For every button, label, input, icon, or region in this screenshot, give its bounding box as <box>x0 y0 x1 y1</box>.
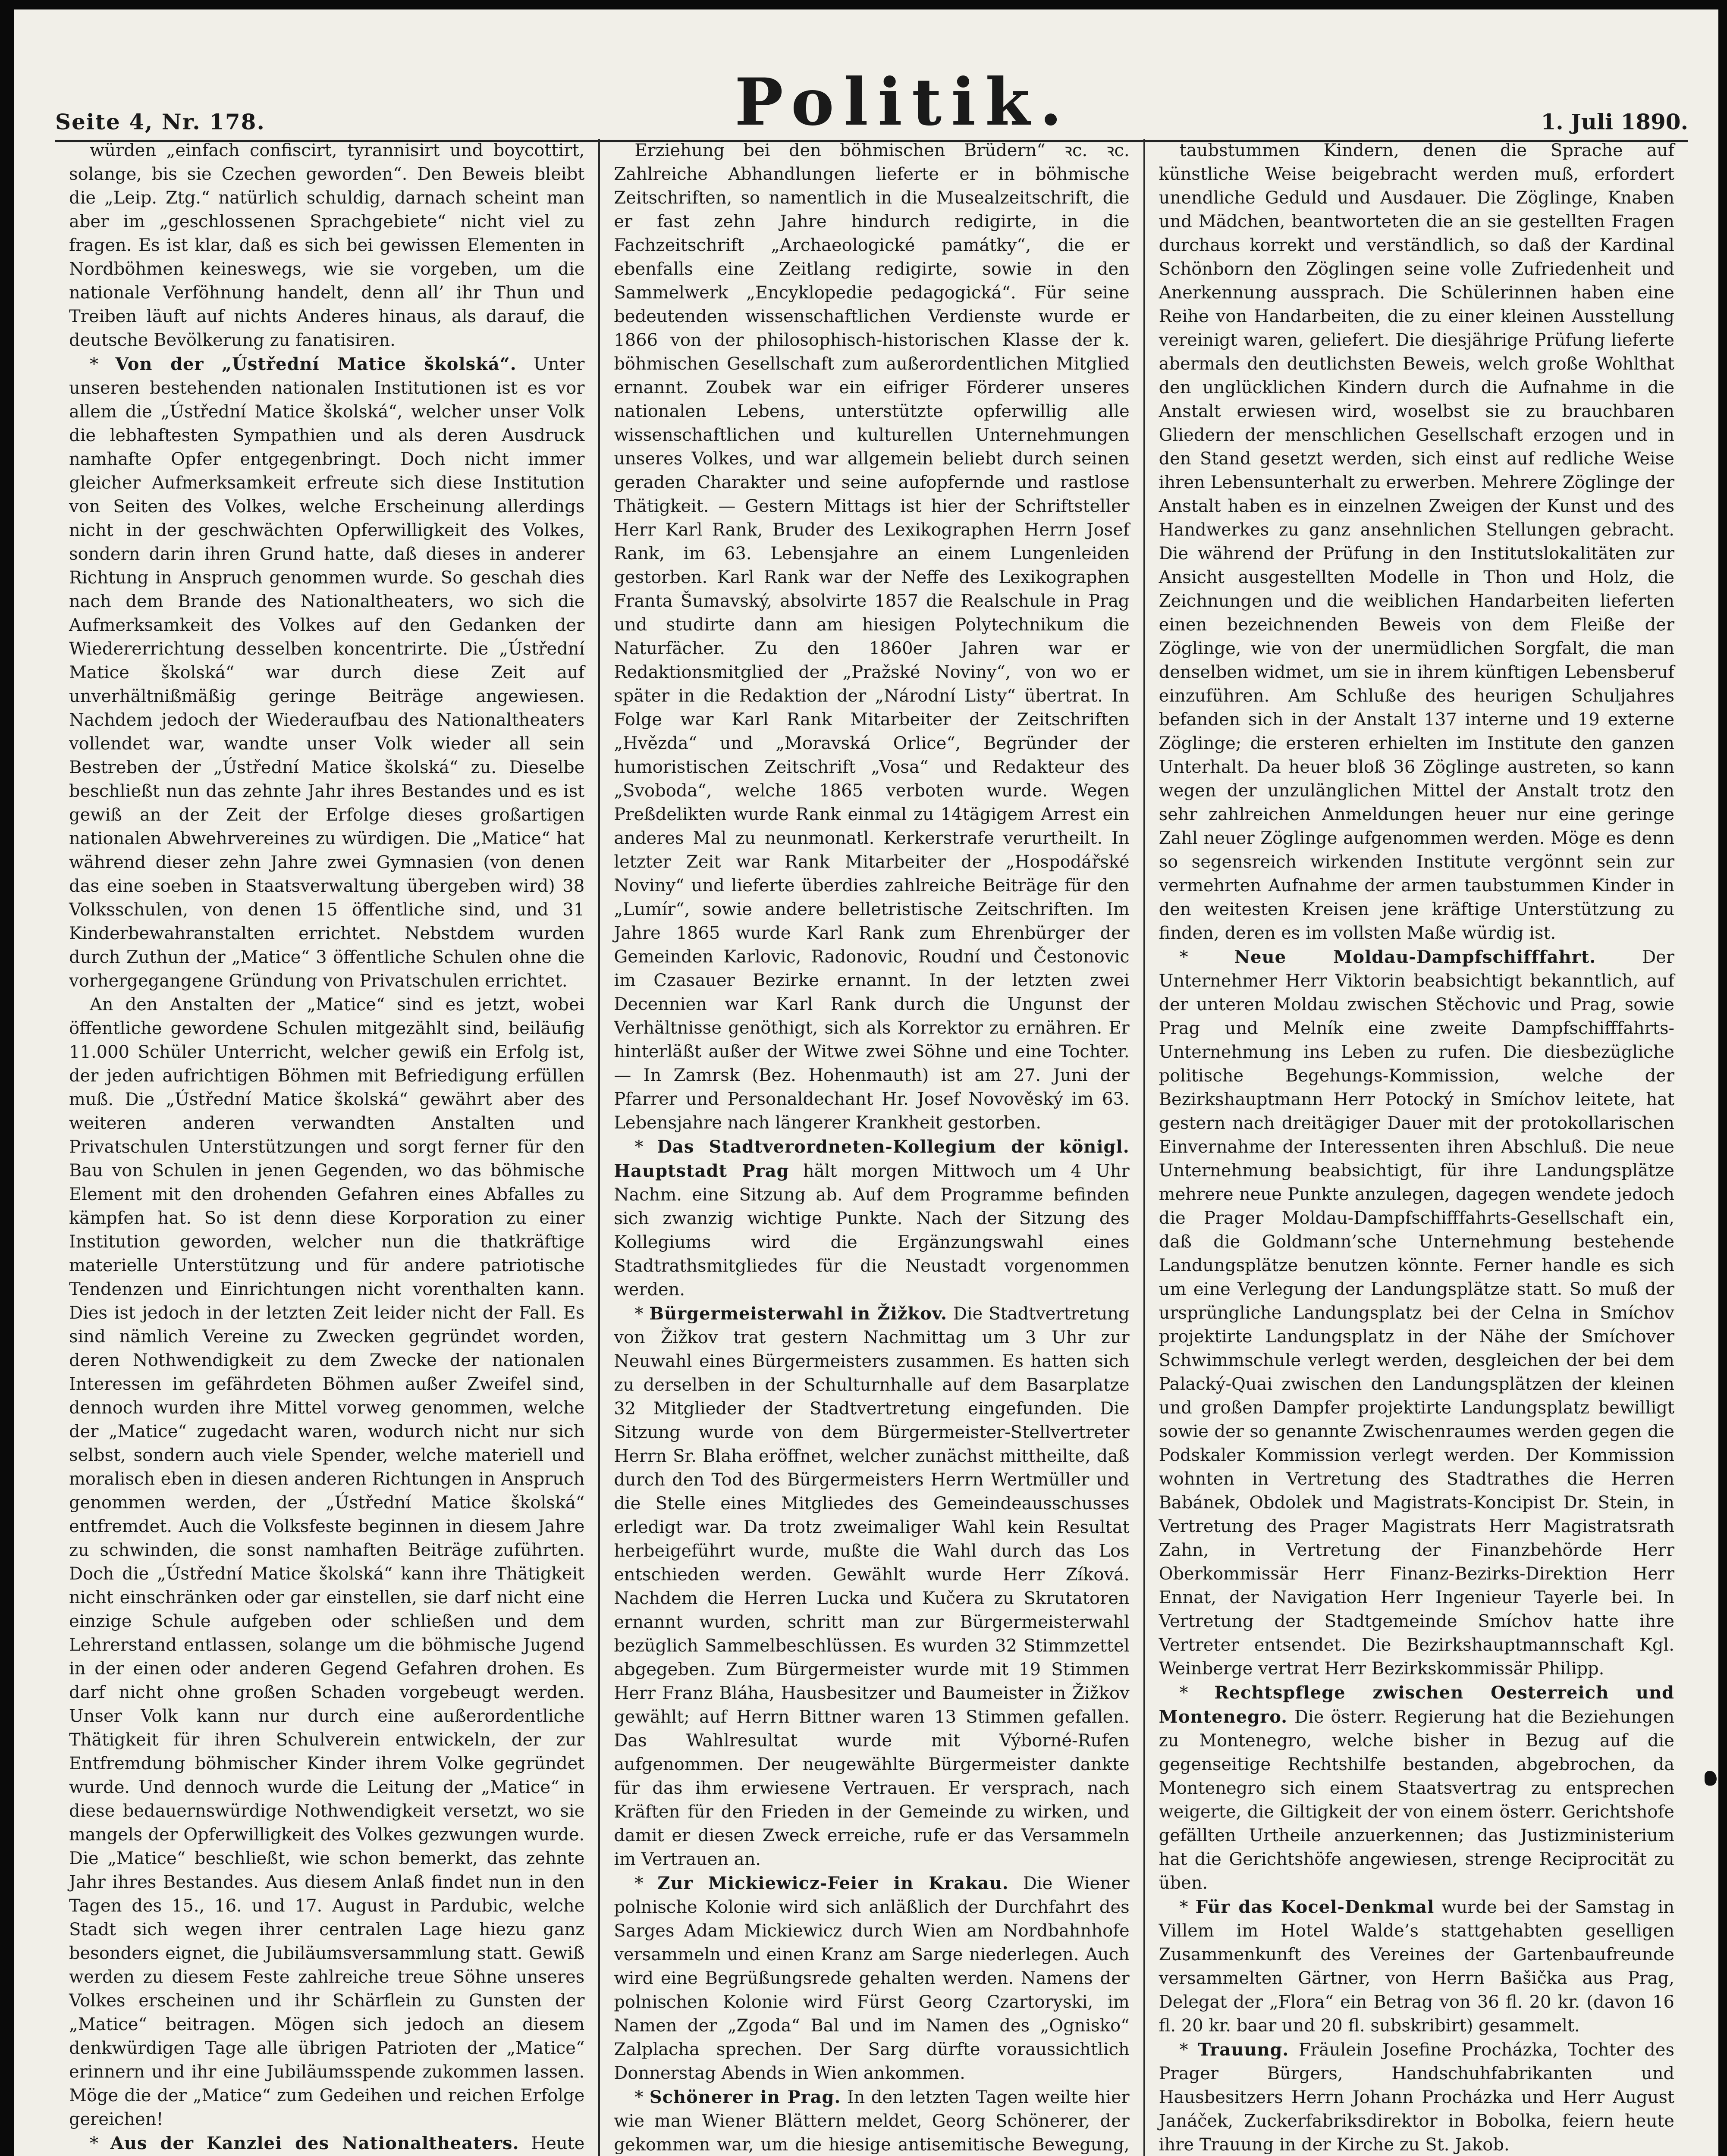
article-headline: Bürgermeisterwahl in Žižkov. <box>649 1304 947 1324</box>
bullet-marker: * <box>90 2134 110 2153</box>
article-paragraph <box>614 139 1129 1135</box>
article-paragraph <box>614 2085 1129 2156</box>
article-text: taubstummen Kindern, denen die Sprache auf künstliche Weise beigebracht werden muß, erfordert unendliche Geduld und Ausdauer. Die Zöglinge, Knaben und Mädchen, beantworteten die an sie gestellten Fragen durchaus korrekt und verständlich, so daß der Kardinal Schönborn den Zöglingen seine volle Zufriedenheit und Anerkennung aussprach. Die Schülerinnen haben eine Reihe von Handarbeiten, die zu einer kleinen Ausstellung vereinigt waren, geliefert. Die diesjährige Prüfung lieferte abermals den deutlichsten Beweis, welch große Wohlthat den unglücklichen Kindern durch die Aufnahme in die Anstalt erwiesen wird, woselbst sie zu brauchbaren Gliedern der menschlichen Gesellschaft erzogen und in den Stand gesetzt werden, sich einst auf redliche Weise ihren Lebensunterhalt zu erwerben. Mehrere Zöglinge der Anstalt haben es in einzelnen Zweigen der Kunst und des Handwerkes zu ganz ansehnlichen Stellungen gebracht. Die während der Prüfung in den Institutslokalitäten zur Ansicht ausgestellten Modelle in Thon und Holz, die Zeichnungen und die weiblichen Handarbeiten lieferten einen bezeichnenden Beweis von dem Fleiße der Zöglinge, wie von der unermüdlichen Sorgfalt, die man denselben widmet, um sie in ihrem künftigen Lebensberuf einzuführen. Am Schluße des heurigen Schuljahres befanden sich in der Anstalt 137 interne und 19 externe Zöglinge; die ersteren erhielten im Institute den ganzen Unterhalt. Da heuer bloß 36 Zöglinge austreten, so kann wegen der unzulänglichen Mittel der Anstalt trotz den sehr zahlreichen Anmeldungen heuer nur eine geringe Zahl neuer Zöglinge aufgenommen werden. Möge es denn so segensreich wirkenden Institute vergönnt sein zur vermehrten Aufnahme der armen taubstummen Kinder in den weitesten Kreisen jene kräftige Unterstützung zu finden, deren es im vollsten Maße würdig ist. <box>1159 141 1674 943</box>
page-edge-mark <box>1705 1771 1717 1786</box>
article-headline: Das Stadtverordneten-Kollegium der königl. Hauptstadt Prag <box>614 1137 1130 1181</box>
article-headline: Für das Kocel-Denkmal <box>1195 1897 1435 1917</box>
page-header <box>55 27 1688 142</box>
text-columns <box>55 139 1688 2156</box>
article-text: würden „einfach confiscirt, tyrannisirt und boycottirt, solange, bis sie Czechen geworden“. Den Beweis bleibt die „Leip. Ztg.“ natürlich schuldig, darnach scheint man aber im „geschlossenen Sprachgebiete“ nicht viel zu fragen. Es ist klar, daß es sich bei gewissen Elementen in Nordböhmen keineswegs, wie sie vorgeben, um die nationale Verföhnung handelt, denn all’ ihr Thun und Treiben läuft auf nichts Anderes hinaus, als darauf, die deutsche Bevölkerung zu fanatisiren. <box>69 141 585 350</box>
article-headline: Trauung. <box>1198 2040 1289 2060</box>
article-text: Fräulein Josefine Procházka, Tochter des Prager Bürgers, Handschuhfabrikanten und Hausbesitzers Herrn Johann Procházka und Herr August Janáček, Zuckerfabriksdirektor in Bobolka, feiern heute ihre Trauung in der Kirche zu St. Jakob. <box>1159 2040 1674 2155</box>
article-paragraph <box>69 352 584 993</box>
article-text: wurde bei der Samstag in Villem im Hotel Walde’s stattgehabten geselligen Zusammenkunft des Vereines der Gartenbaufreunde versammelten Gärtner, von Herrn Bašička aus Prag, Delegat der „Flora“ ein Betrag von 36 fl. 20 kr. (davon 16 fl. 20 kr. baar und 20 fl. subskribirt) gesammelt. <box>1159 1897 1674 2036</box>
article-headline: Schönerer in Prag. <box>649 2087 841 2107</box>
article-paragraph <box>1159 1681 1674 1895</box>
article-headline: Neue Moldau-Dampfschifffahrt. <box>1234 947 1596 967</box>
bullet-marker: * <box>634 1137 657 1157</box>
bullet-marker: * <box>90 354 116 374</box>
column-2 <box>598 139 1143 2156</box>
article-text: In den letzten Tagen weilte hier wie man Wiener Blättern meldet, Georg Schönerer, der gekommen war, um die hiesige antisemitische Bewegung, <box>614 2087 1130 2155</box>
article-text: hält morgen Mittwoch um 4 Uhr Nachm. eine Sitzung ab. Auf dem Programme befinden sich zwanzig wichtige Punkte. Nach der Sitzung des Kollegiums wird die Ergänzungswahl eines Stadtrathsmitgliedes für die Neustadt vorgenommen werden. <box>614 1161 1130 1300</box>
article-headline: Aus der Kanzlei des Nationaltheaters. <box>110 2133 519 2153</box>
article-text: Heute <box>531 2134 585 2153</box>
article-paragraph <box>69 993 584 2131</box>
article-paragraph <box>69 2131 584 2156</box>
bullet-marker: * <box>1179 1683 1215 1703</box>
article-paragraph <box>1159 2038 1674 2156</box>
issue-date: 1. Juli 1890. <box>1541 109 1688 135</box>
page-number: Seite 4, Nr. 178. <box>55 109 265 135</box>
newspaper-page <box>14 9 1718 2156</box>
article-paragraph <box>614 1871 1129 2085</box>
article-text: Die österr. Regierung hat die Beziehungen zu Montenegro, welche bisher in Bezug auf die gegenseitige Rechtshilfe bestanden, abgebrochen, da Montenegro sich einem Staatsvertrag zu entsprechen weigerte, die Giltigkeit der von einem österr. Gerichtshofe gefällten Urtheile anzuerkennen; das Justizministerium hat die Gerichtshöfe angewiesen, strenge Reciprocität zu üben. <box>1159 1707 1674 1893</box>
bullet-marker: * <box>634 2087 650 2107</box>
article-text: An den Anstalten der „Matice“ sind es jetzt, wobei öffentliche gewordene Schulen mitgezählt sind, beiläufig 11.000 Schüler Unterricht, welcher gewiß ein Erfolg ist, der jeden aufrichtigen Böhmen mit Befriedigung erfüllen muß. Die „Ústřední Matice školská“ gewährt aber des weiteren anderen verwandten Anstalten und Privatschulen Unterstützungen und sorgt ferner für den Bau von Schulen in jenen Gegenden, wo das böhmische Element mit den drohenden Gefahren eines Abfalles zu kämpfen hat. So ist denn diese Korporation zu einer Institution geworden, welcher nun die thatkräftige materielle Unterstützung und für andere patriotische Tendenzen und Einrichtungen nicht vorenthalten kann. Dies ist jedoch in der letzten Zeit leider nicht der Fall. Es sind nämlich Vereine zu Zwecken gegründet worden, deren Nothwendigkeit zu dem Zwecke der nationalen Interessen im gefährdeten Böhmen außer Zweifel sind, dennoch wurden ihre Mittel vorweg genommen, welche der „Matice“ zugedacht waren, wodurch nicht nur sich selbst, sondern auch viele Spender, welche materiell und moralisch eben in diesen anderen Richtungen in Anspruch genommen werden, der „Ústřední Matice školská“ entfremdet. Auch die Volksfeste beginnen in diesem Jahre zu schwinden, die sonst namhaften Beiträge zuführten. Doch die „Ústřední Matice školská“ kann ihre Thätigkeit nicht einschränken oder gar einstellen, sie darf nicht eine einzige Schule aufgeben oder schließen und dem Lehrerstand entlassen, solange um die böhmische Jugend in der einen oder anderen Gegend Gefahren drohen. Es darf nicht ohne großen Schaden vorgebeugt werden. Unser Volk kann nur durch eine außerordentliche Thätigkeit für ihren Schulverein entwickeln, der zur Entfremdung böhmischer Kinder ihrem Volke gegründet wurde. Und dennoch wurde die Leitung der „Matice“ in diese bedauernswürdige Nothwendigkeit versetzt, wo sie mangels der Opferwilligkeit des Volkes gezwungen wurde. Die „Matice“ beschließt, wie schon bemerkt, das zehnte Jahr ihres Bestandes. Aus diesem Anlaß findet nun in den Tagen des 15., 16. und 17. August in Pardubic, welche Stadt sich wegen ihrer centralen Lage hiezu ganz besonders eignet, die Jubiläumsversammlung statt. Gewiß werden zu diesem Feste zahlreiche treue Söhne unseres Volkes erscheinen und ihr Schärflein zu Gunsten der „Matice“ beitragen. Mögen sich jedoch an diesem denkwürdigen Tage alle übrigen Patrioten der „Matice“ erinnern und ihr eine Jubiläumsspende zukommen lassen. Möge die der „Matice“ zum Gedeihen und reichen Erfolge gereichen! <box>69 995 585 2129</box>
article-paragraph <box>614 1302 1129 1871</box>
article-headline: Zur Mickiewicz-Feier in Krakau. <box>657 1873 1009 1893</box>
bullet-marker: * <box>634 1874 658 1893</box>
article-paragraph <box>69 139 584 352</box>
section-title: Politik. <box>735 64 1072 140</box>
bullet-marker: * <box>1179 2040 1198 2060</box>
bullet-marker: * <box>634 1304 650 1324</box>
article-text: Die Stadtvertretung von Žižkov trat gestern Nachmittag um 3 Uhr zur Neuwahl eines Bürgermeisters zusammen. Es hatten sich zu derselben in der Schulturnhalle auf dem Basarplatze 32 Mitglieder der Stadtvertretung eingefunden. Die Sitzung wurde von dem Bürgermeister-Stellvertreter Herrn Sr. Blaha eröffnet, welcher zunächst mittheilte, daß durch den Tod des Bürgermeisters Herrn Wertmüller und die Stelle eines Mitgliedes des Gemeindeausschusses erledigt war. Da trotz zweimaliger Wahl kein Resultat herbeigeführt wurde, mußte die Wahl durch das Los entschieden werden. Gewählt wurde Herr Zíková. Nachdem die Herren Lucka und Kučera zu Skrutatoren ernannt wurden, schritt man zur Bürgermeisterwahl bezüglich Sammelbeschlüssen. Es wurden 32 Stimmzettel abgegeben. Zum Bürgermeister wurde mit 19 Stimmen Herr Franz Bláha, Hausbesitzer und Baumeister in Žižkov gewählt; auf Herrn Bittner waren 13 Stimmen gefallen. Das Wahlresultat wurde mit Výborné-Rufen aufgenommen. Der neugewählte Bürgermeister dankte für das ihm erwiesene Vertrauen. Er versprach, nach Kräften für den Frieden in der Gemeinde zu wirken, und damit er diesen Zweck erreiche, rufe er das Versammeln im Vertrauen an. <box>614 1304 1130 1869</box>
article-headline: Rechtspflege zwischen Oesterreich und Montenegro. <box>1159 1683 1674 1727</box>
bullet-marker: * <box>1179 947 1234 967</box>
bullet-marker: * <box>1179 1897 1196 1917</box>
article-paragraph <box>1159 1895 1674 2038</box>
article-text: Unter unseren bestehenden nationalen Institutionen ist es vor allem die „Ústřední Matice školská“, welcher unser Volk die lebhaftesten Sympathien und als deren Ausdruck namhafte Opfer entgegenbringt. Doch nicht immer gleicher Aufmerksamkeit erfreute sich diese Institution von Seiten des Volkes, welche Erscheinung allerdings nicht in der geschwächten Opferwilligkeit des Volkes, sondern darin ihren Grund hatte, daß dieses in anderer Richtung in Anspruch genommen wurde. So geschah dies nach dem Brande des Nationaltheaters, wo sich die Aufmerksamkeit des Volkes auf den Gedanken der Wiedererrichtung desselben koncentrirte. Die „Ústřední Matice školská“ war durch diese Zeit auf unverhältnißmäßig geringe Beiträge angewiesen. Nachdem jedoch der Wiederaufbau des Nationaltheaters vollendet war, wandte unser Volk wieder all sein Bestreben der „Ústřední Matice školská“ zu. Dieselbe beschließt nun das zehnte Jahr ihres Bestandes und es ist gewiß an der Zeit der Erfolge dieses großartigen nationalen Abwehrvereines zu würdigen. Die „Matice“ hat während dieser zehn Jahre zwei Gymnasien (von denen das eine soeben in Staatsverwaltung übergeben wird) 38 Volksschulen, von denen 15 öffentliche sind, und 31 Kinderbewahranstalten errichtet. Nebstdem wurden durch Zuthun der „Matice“ 3 öffentliche Schulen ohne die vorhergegangene Gründung von Privatschulen errichtet. <box>69 354 585 991</box>
article-paragraph <box>1159 945 1674 1681</box>
article-paragraph <box>1159 139 1674 945</box>
column-3 <box>1143 139 1688 2156</box>
article-paragraph <box>614 1135 1129 1302</box>
article-text: Die Wiener polnische Kolonie wird sich anläßlich der Durchfahrt des Sarges Adam Mickiewicz durch Wien am Nordbahnhofe versammeln und einen Kranz am Sarge niederlegen. Auch wird eine Begrüßungsrede gehalten werden. Namens der polnischen Kolonie wird Fürst Georg Czartoryski, im Namen der „Zgoda“ Bal und im Namen des „Ognisko“ Zalplacha sprechen. Der Sarg dürfte voraussichtlich Donnerstag Abends in Wien ankommen. <box>614 1874 1130 2083</box>
column-1 <box>55 139 598 2156</box>
article-text: Erziehung bei den böhmischen Brüdern“ ꝛc. ꝛc. Zahlreiche Abhandlungen lieferte er in böhmische Zeitschriften, so namentlich in die Musealzeitschrift, die er fast zehn Jahre hindurch redigirte, in die Fachzeitschrift „Archaeologické památky“, die er ebenfalls eine Zeitlang redigirte, sowie in den Sammelwerk „Encyklopedie pedagogická“. Für seine bedeutenden wissenschaftlichen Verdienste wurde er 1866 von der philosophisch-historischen Klasse der k. böhmischen Gesellschaft zum außerordentlichen Mitglied ernannt. Zoubek war ein eifriger Förderer unseres nationalen Lebens, unterstützte opferwillig alle wissenschaftlichen und kulturellen Unternehmungen unseres Volkes, und war allgemein beliebt durch seinen geraden Charakter und seine aufopfernde und rastlose Thätigkeit. — Gestern Mittags ist hier der Schriftsteller Herr Karl Rank, Bruder des Lexikographen Herrn Josef Rank, im 63. Lebensjahre an einem Lungenleiden gestorben. Karl Rank war der Neffe des Lexikographen Franta Šumavský, absolvirte 1857 die Realschule in Prag und studirte dann am hiesigen Polytechnikum die Naturfächer. Zu den 1860er Jahren war er Redaktionsmitglied der „Pražské Noviny“, von wo er später in die Redaktion der „Národní Listy“ übertrat. In Folge war Karl Rank Mitarbeiter der Zeitschriften „Hvězda“ und „Moravská Orlice“, Begründer der humoristischen Zeitschrift „Vosa“ und Redakteur des „Svoboda“, welche 1865 verboten wurde. Wegen Preßdelikten wurde Rank einmal zu 14tägigem Arrest ein anderes Mal zu neunmonatl. Kerkerstrafe verurtheilt. In letzter Zeit war Rank Mitarbeiter der „Hospodářské Noviny“ und lieferte überdies zahlreiche Beiträge für den „Lumír“, sowie andere belletristische Zeitschriften. Im Jahre 1865 wurde Karl Rank zum Ehrenbürger der Gemeinden Karlovic, Radonovic, Roudní und Čestonovic im Czasauer Bezirke ernannt. In der letzten zwei Decennien war Karl Rank durch die Ungunst der Verhältnisse genöthigt, sich als Korrektor zu ernähren. Er hinterläßt außer der Witwe zwei Söhne und eine Tochter. — In Zamrsk (Bez. Hohenmauth) ist am 27. Juni der Pfarrer und Personaldechant Hr. Josef Novověský im 63. Lebensjahre nach längerer Krankheit gestorben. <box>614 141 1130 1133</box>
article-text: Der Unternehmer Herr Viktorin beabsichtigt bekanntlich, auf der unteren Moldau zwischen Stěchovic und Prag, sowie Prag und Melník eine zweite Dampfschifffahrts-Unternehmung ins Leben zu rufen. Die diesbezügliche politische Begehungs-Kommission, welche der Bezirkshauptmann Herr Potocký in Smíchov leitete, hat gestern nach dreitägiger Dauer mit der protokollarischen Einvernahme der Interessenten ihren Abschluß. Die neue Unternehmung beabsichtigt, für ihre Landungsplätze mehrere neue Punkte anzulegen, dagegen wendete jedoch die Prager Moldau-Dampfschifffahrts-Gesellschaft ein, daß die Goldmann’sche Unternehmung bestehende Landungsplätze benutzen könnte. Ferner handle es sich um eine Verlegung der Landungsplätze statt. So muß der ursprüngliche Landungsplatz bei der Celna in Smíchov projektirte Landungsplatz in der Nähe der Smíchover Schwimmschule verlegt werden, desgleichen der bei dem Palacký-Quai zwischen den Landungsplätzen der kleinen und großen Dampfer projektirte Landungsplatz bewilligt sowie der so genannte Zwischenraumes werden gegen die Podskaler Kommission verlegt werden. Der Kommission wohnten in Vertretung des Stadtrathes die Herren Babánek, Obdolek und Magistrats-Koncipist Dr. Stein, in Vertretung des Prager Magistrats Herr Magistratsrath Zahn, in Vertretung der Finanzbehörde Herr Oberkommissär Herr Finanz-Bezirks-Direktion Herr Ennat, der Navigation Herr Ingenieur Tayerle bei. In Vertretung der Stadtgemeinde Smíchov hatte ihre Vertreter entsendet. Die Bezirkshauptmannschaft Kgl. Weinberge vertrat Herr Bezirkskommissär Philipp. <box>1159 947 1674 1679</box>
article-headline: Von der „Ústřední Matice školská“. <box>115 354 517 374</box>
